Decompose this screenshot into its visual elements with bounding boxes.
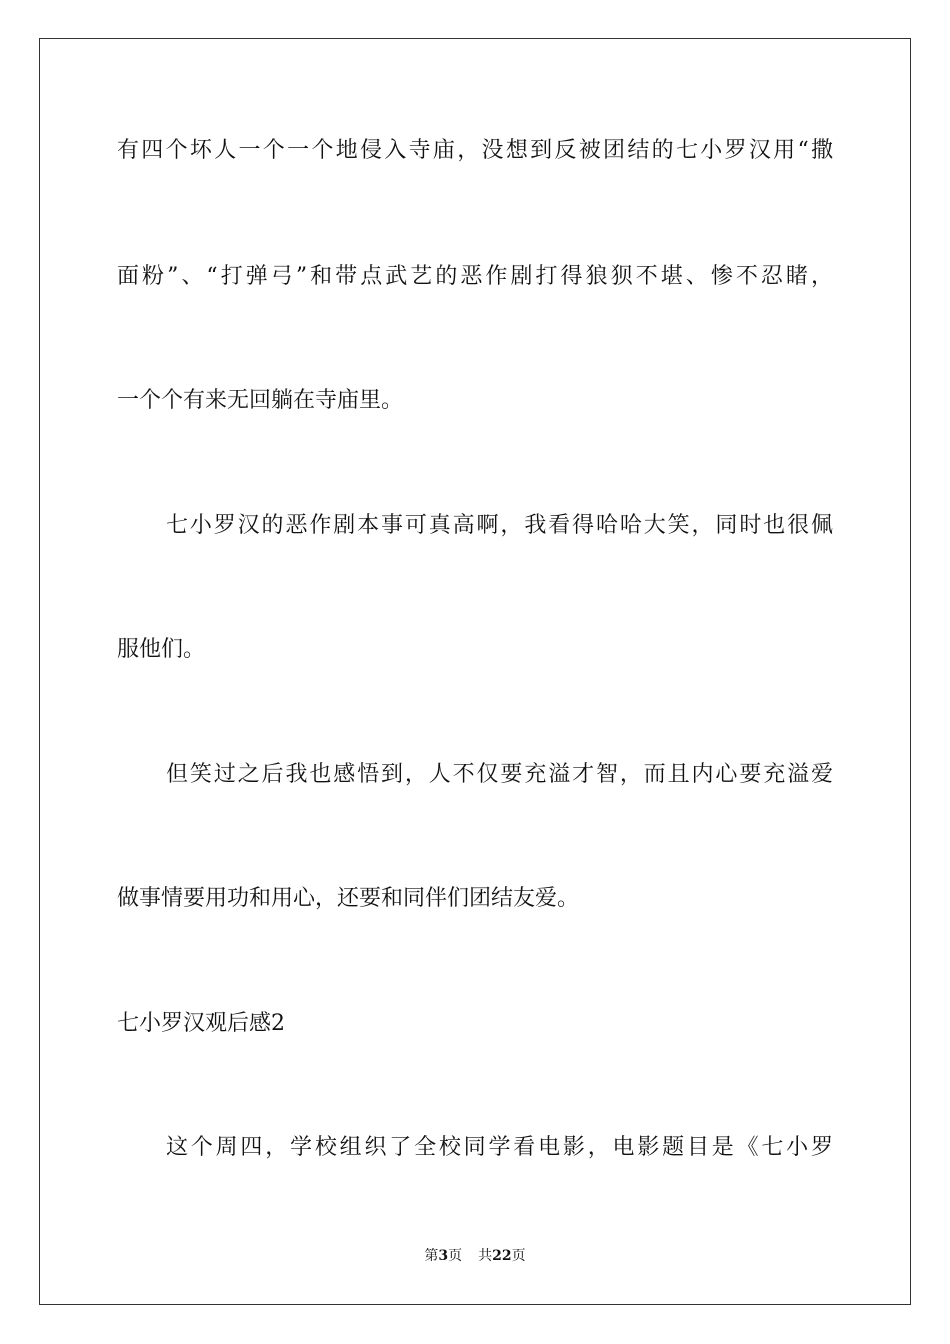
- body-line-4: 七小罗汉的恶作剧本事可真高啊，我看得哈哈大笑，同时也很佩: [166, 513, 833, 538]
- body-line-3: 一个个有来无回躺在寺庙里。: [117, 388, 404, 413]
- section-heading: 七小罗汉观后感2: [117, 1011, 285, 1036]
- body-line-1: 有四个坏人一个一个地侵入寺庙，没想到反被团结的七小罗汉用“撒: [117, 138, 833, 163]
- footer-page-prefix: 第: [424, 1248, 439, 1264]
- body-line-8: 这个周四，学校组织了全校同学看电影，电影题目是《七小罗: [166, 1135, 833, 1160]
- footer-total-suffix: 页: [511, 1248, 526, 1264]
- footer-total-number: 22: [492, 1248, 512, 1264]
- body-line-7: 做事情要用功和用心，还要和同伴们团结友爱。: [117, 886, 580, 911]
- footer-total-prefix: 共: [478, 1248, 493, 1264]
- body-line-5: 服他们。: [117, 637, 206, 662]
- body-line-2: 面粉”、“打弹弓”和带点武艺的恶作剧打得狼狈不堪、惨不忍睹，: [117, 264, 833, 289]
- footer-page-suffix: 页: [448, 1248, 463, 1264]
- footer-page-number: 3: [438, 1248, 449, 1264]
- page-footer: [0, 1246, 950, 1266]
- page-border: [39, 38, 911, 1305]
- body-line-6: 但笑过之后我也感悟到，人不仅要充溢才智，而且内心要充溢爱: [166, 762, 833, 787]
